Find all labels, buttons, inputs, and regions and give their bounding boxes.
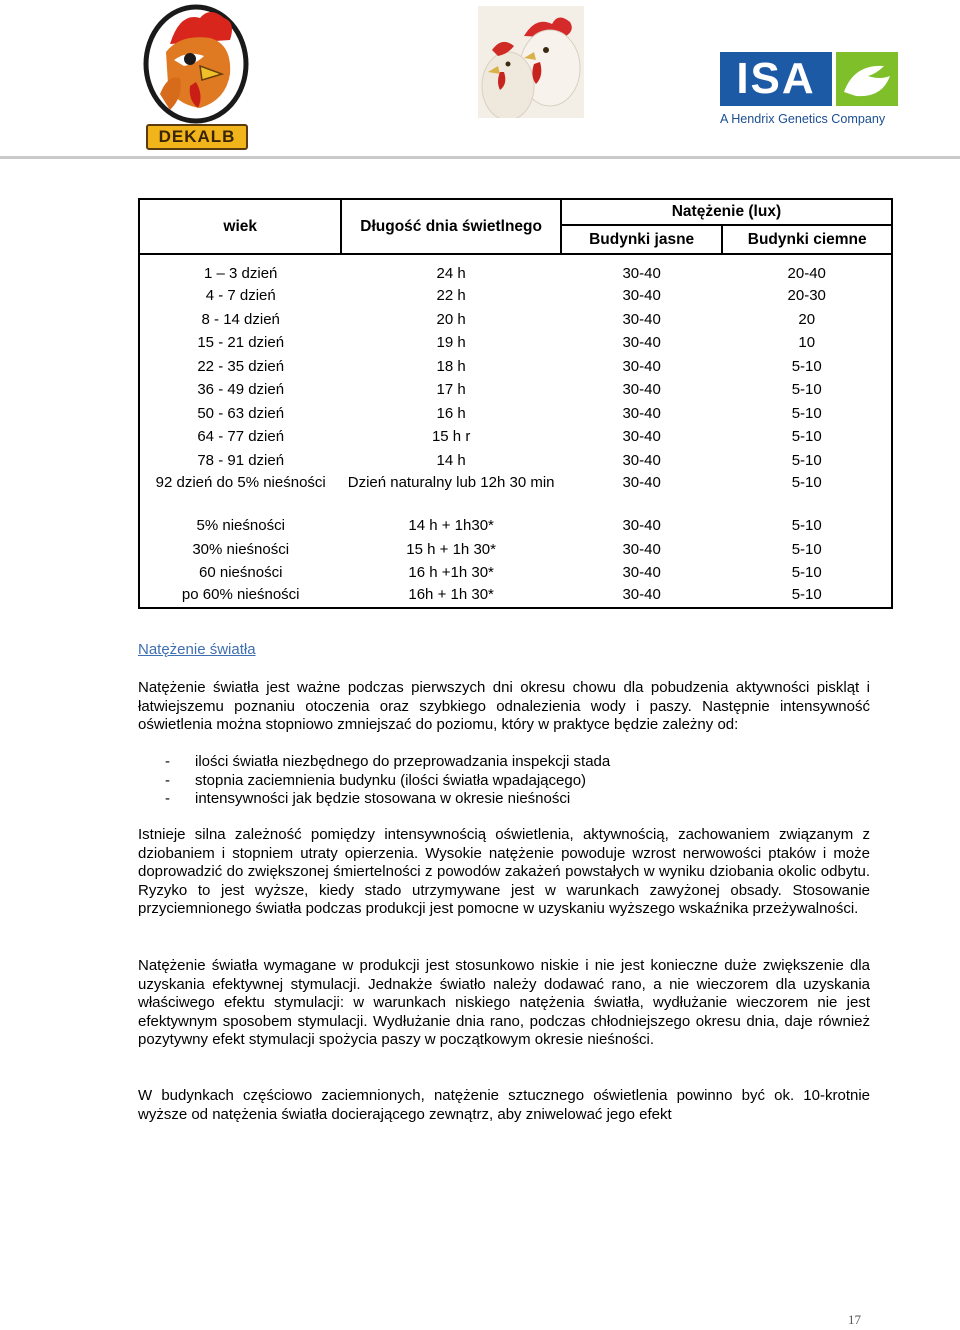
cell-age: 92 dzień do 5% nieśności [155,474,326,491]
cell-length: Dzień naturalny lub 12h 30 min [347,474,555,491]
cell-dark: 5-10 [791,586,822,604]
list-item-text: ilości światła niezbędnego do przeprowadzania inspekcji stada [195,753,611,770]
cell-length: 16 h [436,404,466,422]
lighting-program-table [138,198,893,609]
bullet-marker: - [165,790,170,807]
table-row [139,514,892,538]
isa-wordmark: ISA [720,52,832,106]
cell-dark: 5-10 [791,428,822,446]
hens-image-icon [478,6,584,118]
table-row [139,425,892,449]
paragraph-stimulation: Natężenie światła wymagane w produkcji jest stosunkowo niskie i nie jest konieczne duże zwiększenie dla uzyskania efektywnej stymulacji. Jednakże światło należy dodawać rano, a nie wieczorem dla uzyskania właściwego efektu stymulacji: w warunkach niskiego natężenia światła, wydłużanie wieczorem nie jest efektywnym sposobem stymulacji. Wydłużanie dnia rano, podczas chłodniejszego okresu dnia, daje również pozytywny efekt stymulacji spożycia paszy w początkowym okresie nieśności. [138,957,870,1048]
cell-bright: 30-40 [622,517,661,535]
table-row [139,284,892,308]
cell-age: 4 - 7 dzień [205,287,276,305]
header-bright-buildings: Budynki jasne [561,225,723,254]
table-row [139,449,892,473]
cell-dark: 20 [798,310,816,328]
table-row [139,561,892,585]
cell-length: 17 h [436,381,466,399]
header-divider [0,156,960,159]
cell-bright: 30-40 [622,287,661,305]
table-row [139,308,892,332]
page-number: 17 [848,1312,861,1327]
page-header [0,0,960,162]
cell-bright: 30-40 [622,428,661,446]
cell-age: 30% nieśności [192,540,290,558]
table-row [139,254,892,284]
cell-age: 22 - 35 dzień [197,357,285,375]
cell-dark: 5-10 [791,357,822,375]
cell-bright: 30-40 [622,540,661,558]
cell-bright: 30-40 [622,381,661,399]
cell-bright: 30-40 [622,451,661,469]
cell-dark: 5-10 [791,404,822,422]
list-item-text: intensywności jak będzie stosowana w okresie nieśności [195,790,571,807]
header-day-length: Długość dnia świetlnego [341,199,560,254]
table-row [139,538,892,562]
cell-length: 20 h [436,310,466,328]
bullet-list [165,753,610,809]
cell-bright: 30-40 [622,474,661,491]
header-age: wiek [139,199,341,254]
leaf-swirl-icon [836,52,898,106]
cell-dark: 5-10 [791,474,822,491]
isa-leaf-panel [836,52,898,106]
cell-age: po 60% nieśności [181,586,300,604]
cell-age: 15 - 21 dzień [197,334,285,352]
cell-length: 16h + 1h 30* [408,586,494,604]
cell-dark: 5-10 [791,540,822,558]
cell-age: 5% nieśności [196,517,285,535]
cell-age: 8 - 14 dzień [201,310,280,328]
cell-dark: 5-10 [791,564,822,582]
dekalb-wordmark: DEKALB [146,124,248,150]
isa-logo [720,52,905,136]
cell-length: 14 h [436,451,466,469]
cell-length: 19 h [436,334,466,352]
cell-bright: 30-40 [622,265,661,282]
cell-age: 36 - 49 dzień [197,381,285,399]
chickens-photo [478,6,584,118]
section-title: Natężenie światła [138,641,256,658]
cell-dark: 20-40 [787,265,826,282]
header-dark-buildings: Budynki ciemne [722,225,892,254]
dekalb-logo [140,4,252,152]
paragraph-pecking: Istnieje silna zależność pomiędzy intensywnością oświetlenia, aktywnością, zachowaniem związanym z dziobaniem i stopniem utraty opierzenia. Wysokie natężenie powoduje wzrost nerwowości ptaków i może doprowadzić do zwiększonej śmiertelności z powodów zakażeń powstałych w wyniku dziobania okolic odbytu. Ryzyko to jest wyższe, kiedy stado utrzymywane jest w warunkach zawyżonej obsady. Stosowanie przyciemnionego światła podczas produkcji jest pomocne w uzyskaniu wyższego wskaźnika przeżywalności. [138,826,870,917]
cell-length: 14 h + 1h30* [408,517,494,535]
cell-dark: 20-30 [787,287,826,305]
list-item-text: stopnia zaciemnienia budynku (ilości światła wpadającego) [195,771,587,789]
cell-length: 16 h +1h 30* [408,564,494,582]
cell-bright: 30-40 [622,564,661,582]
cell-dark: 5-10 [791,517,822,535]
table-row [139,402,892,426]
list-item [165,753,610,772]
rooster-head-icon [140,4,252,128]
cell-age: 78 - 91 dzień [197,451,285,469]
table-row [139,472,892,514]
cell-age: 64 - 77 dzień [197,428,285,446]
cell-length: 24 h [436,265,466,282]
bullet-marker: - [165,753,170,770]
header-intensity: Natężenie (lux) [561,199,892,225]
cell-dark: 10 [798,334,816,352]
table-row [139,585,892,609]
cell-dark: 5-10 [791,451,822,469]
list-item [165,772,610,791]
cell-length: 18 h [436,357,466,375]
cell-age: 1 – 3 dzień [204,265,278,282]
cell-bright: 30-40 [622,404,661,422]
cell-bright: 30-40 [622,310,661,328]
cell-age: 60 nieśności [199,564,283,582]
list-item [165,790,610,809]
cell-length: 15 h + 1h 30* [406,540,496,558]
cell-age: 50 - 63 dzień [197,404,285,422]
paragraph-darkened-buildings: W budynkach częściowo zaciemnionych, natężenie sztucznego oświetlenia powinno być ok. 10-krotnie wyższe od natężenia światła docierającego zewnątrz, aby zniwelować jego efekt [138,1087,870,1123]
table-row [139,331,892,355]
table-row [139,355,892,379]
cell-dark: 5-10 [791,381,822,399]
bullet-marker: - [165,771,170,789]
cell-length: 22 h [436,287,466,305]
cell-bright: 30-40 [622,334,661,352]
cell-bright: 30-40 [622,357,661,375]
paragraph-intro: Natężenie światła jest ważne podczas pierwszych dni okresu chowu dla pobudzenia aktywności piskląt i łatwiejszemu poznaniu otoczenia oraz szybkiego odnalezienia wody i paszy. Następnie intensywność oświetlenia można stopniowo zmniejszać do poziomu, który w praktyce będzie zależny od: [138,679,870,733]
table-row [139,378,892,402]
isa-tagline: A Hendrix Genetics Company [720,112,886,126]
cell-bright: 30-40 [622,586,661,604]
cell-length: 15 h r [431,428,471,446]
